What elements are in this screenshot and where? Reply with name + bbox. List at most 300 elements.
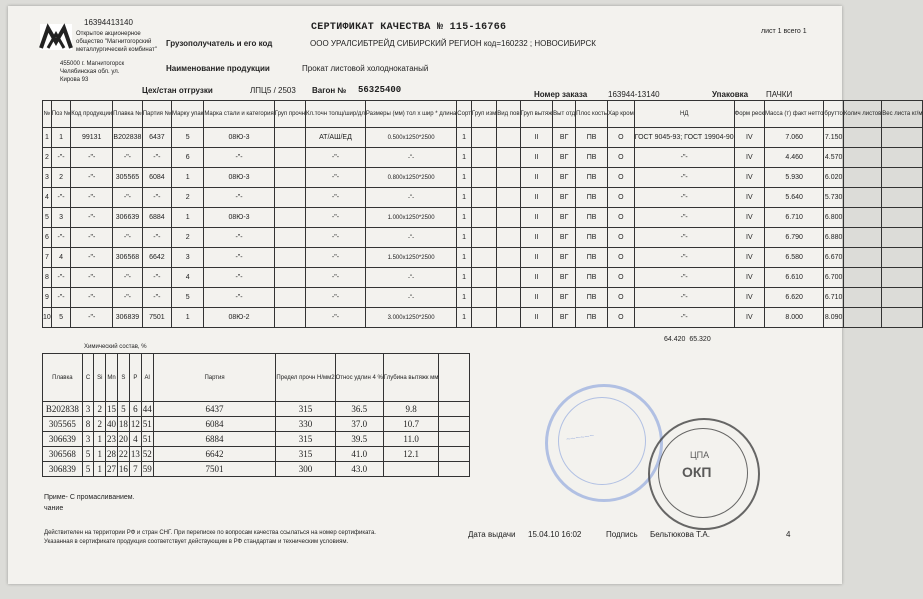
chem-cell: 315	[276, 432, 335, 447]
table-cell: 1	[51, 128, 70, 148]
table-cell: -"-	[306, 248, 366, 268]
table-cell: ПВ	[576, 308, 608, 328]
table-cell: 5	[172, 288, 204, 308]
table-cell: 9	[43, 288, 52, 308]
table-cell: 1	[457, 208, 472, 228]
table-cell: 3	[172, 248, 204, 268]
chem-cell: 6884	[153, 432, 276, 447]
table-cell: -"-	[634, 288, 734, 308]
table-cell	[471, 208, 496, 228]
table-cell: 1	[172, 208, 204, 228]
chem-cell: 300	[276, 462, 335, 477]
issue-date-label: Дата выдачи	[468, 530, 516, 539]
table-cell: 4	[172, 268, 204, 288]
table-cell: 1	[457, 268, 472, 288]
table-cell: 1	[43, 128, 52, 148]
table-cell	[274, 168, 305, 188]
table-cell	[497, 148, 520, 168]
shop-label: Цех/стан отгрузки	[142, 86, 213, 95]
table-row	[43, 168, 923, 188]
table-cell: -"-	[306, 228, 366, 248]
table-cell: -"-	[71, 188, 113, 208]
chem-header-cell	[439, 354, 470, 402]
table-cell: II	[520, 188, 553, 208]
table-cell: ВГ	[553, 288, 576, 308]
table-cell: 08Ю-3	[204, 168, 274, 188]
table-cell: -"-	[204, 228, 274, 248]
table-cell: -"-	[71, 288, 113, 308]
table-cell: О	[607, 188, 634, 208]
table-cell: 1	[172, 308, 204, 328]
chem-cell: 13	[129, 447, 141, 462]
main-header-cell: Партия №	[142, 101, 171, 128]
table-cell: 306839	[113, 308, 143, 328]
certificate-title: СЕРТИФИКАТ КАЧЕСТВА № 115-16766	[311, 22, 507, 33]
chem-cell: 12	[129, 417, 141, 432]
table-cell: 6.610	[764, 268, 823, 288]
signature-label: Подпись	[606, 530, 638, 539]
table-cell	[843, 208, 881, 228]
chem-cell: 44	[141, 402, 153, 417]
main-header-cell: НД	[634, 101, 734, 128]
table-cell: 6	[172, 148, 204, 168]
product-value: Прокат листовой холоднокатаный	[302, 64, 429, 73]
chem-row	[43, 447, 470, 462]
table-cell	[843, 188, 881, 208]
chem-header-cell: Глубина вытяжк мм	[383, 354, 439, 402]
company-stamp-icon: ~~~~~~	[545, 384, 663, 502]
chem-cell: 6642	[153, 447, 276, 462]
table-cell: ВГ	[553, 188, 576, 208]
table-cell: 6.880	[824, 228, 843, 248]
table-cell: II	[520, 128, 553, 148]
table-cell: 7.060	[764, 128, 823, 148]
table-cell: 1	[172, 168, 204, 188]
certificate-sheet	[8, 6, 923, 584]
table-cell: -"-	[71, 248, 113, 268]
table-cell: ВГ	[553, 248, 576, 268]
chem-cell: 5	[117, 402, 129, 417]
main-header-cell: Груп вытяж	[520, 101, 553, 128]
main-header-cell: Вид пов	[497, 101, 520, 128]
table-row	[43, 308, 923, 328]
table-row	[43, 208, 923, 228]
table-cell: 3	[43, 168, 52, 188]
chem-cell: 306639	[43, 432, 83, 447]
table-cell: 6084	[142, 168, 171, 188]
chem-header-cell: Si	[94, 354, 106, 402]
table-cell: IV	[734, 208, 764, 228]
table-cell: 1.500x1250*2500	[365, 248, 456, 268]
table-cell: 1.000x1250*2500	[365, 208, 456, 228]
table-cell: -"-	[365, 148, 456, 168]
otk-stamp: ЦПА ОКП	[648, 418, 760, 530]
chem-cell	[439, 402, 470, 417]
table-cell: О	[607, 148, 634, 168]
total-mass: 64.420 65.320	[664, 336, 711, 343]
table-cell: 4	[43, 188, 52, 208]
table-cell: 6.800	[824, 208, 843, 228]
table-cell: II	[520, 308, 553, 328]
table-cell	[843, 288, 881, 308]
chem-title: Химический состав, %	[84, 344, 147, 350]
main-header-cell: Код продукции	[71, 101, 113, 128]
table-cell: ВГ	[553, 268, 576, 288]
table-cell: -"-	[71, 208, 113, 228]
chem-cell: 16	[117, 462, 129, 477]
table-cell: 1	[457, 168, 472, 188]
table-cell: II	[520, 268, 553, 288]
table-cell: О	[607, 128, 634, 148]
chem-row	[43, 462, 470, 477]
chem-cell	[439, 462, 470, 477]
chem-cell: 8	[82, 417, 94, 432]
chem-cell: 330	[276, 417, 335, 432]
table-cell: -"-	[365, 228, 456, 248]
table-cell: 5	[43, 208, 52, 228]
table-cell	[471, 128, 496, 148]
table-cell: ПВ	[576, 128, 608, 148]
table-cell: ПВ	[576, 228, 608, 248]
table-cell: ВГ	[553, 148, 576, 168]
table-cell	[274, 208, 305, 228]
table-cell: О	[607, 308, 634, 328]
chem-row	[43, 417, 470, 432]
table-cell: -"-	[365, 188, 456, 208]
table-row	[43, 228, 923, 248]
chem-cell: 7	[129, 462, 141, 477]
table-cell	[497, 168, 520, 188]
chem-header-cell: C	[82, 354, 94, 402]
table-cell: -"-	[306, 168, 366, 188]
table-cell: -"-	[113, 148, 143, 168]
table-cell	[882, 248, 923, 268]
main-header-cell: Груп изм	[471, 101, 496, 128]
product-label: Наименование продукции	[166, 64, 270, 73]
table-cell: IV	[734, 128, 764, 148]
consignee-value: ООО УРАЛСИБТРЕЙД СИБИРСКИЙ РЕГИОН код=160232 ; НОВОСИБИРСК	[310, 39, 596, 48]
chem-cell: 23	[106, 432, 118, 447]
table-cell: 6.020	[824, 168, 843, 188]
chem-cell: 39.5	[335, 432, 383, 447]
table-cell: 305565	[113, 168, 143, 188]
chem-cell: 41.0	[335, 447, 383, 462]
chem-header-cell: S	[117, 354, 129, 402]
chem-cell: 51	[141, 417, 153, 432]
table-cell: 2	[172, 188, 204, 208]
table-cell	[882, 188, 923, 208]
table-cell: II	[520, 168, 553, 188]
table-cell: -"-	[306, 188, 366, 208]
table-cell: -"-	[365, 288, 456, 308]
chem-row	[43, 432, 470, 447]
table-cell	[882, 288, 923, 308]
chem-row	[43, 402, 470, 417]
chem-cell: 2	[94, 402, 106, 417]
table-cell: 6.580	[764, 248, 823, 268]
table-cell: -"-	[634, 248, 734, 268]
table-cell: -"-	[51, 188, 70, 208]
signature-name: Бельтюкова Т.А.	[650, 530, 710, 539]
main-header-cell: Масса (т) факт нетто	[764, 101, 823, 128]
table-cell: 4.570	[824, 148, 843, 168]
main-header-cell: Хар кром	[607, 101, 634, 128]
chem-cell: 43.0	[335, 462, 383, 477]
table-cell: 5.640	[764, 188, 823, 208]
table-cell	[471, 188, 496, 208]
table-cell: -"-	[634, 168, 734, 188]
chem-cell: 315	[276, 402, 335, 417]
table-cell: 0.800x1250*2500	[365, 168, 456, 188]
table-cell: -"-	[634, 208, 734, 228]
table-cell: -"-	[142, 148, 171, 168]
table-cell: -"-	[51, 148, 70, 168]
table-cell	[882, 228, 923, 248]
main-header-cell: Плавка №	[113, 101, 143, 128]
chem-cell: 306568	[43, 447, 83, 462]
table-cell: -"-	[306, 308, 366, 328]
chem-cell	[439, 417, 470, 432]
chem-header-cell: Относ удлин 4 %	[335, 354, 383, 402]
table-cell: IV	[734, 228, 764, 248]
chem-cell: 11.0	[383, 432, 439, 447]
table-cell: 6642	[142, 248, 171, 268]
chem-cell: 315	[276, 447, 335, 462]
table-cell: 6	[43, 228, 52, 248]
company-address: 455000 г. Магнитогорск Челябинская обл. ул. Кирова 93	[60, 61, 125, 83]
table-cell: ВГ	[553, 228, 576, 248]
table-cell: 1	[457, 228, 472, 248]
table-cell: II	[520, 208, 553, 228]
table-cell: 6.710	[764, 208, 823, 228]
shop-value: ЛПЦ5 / 2503	[250, 86, 296, 95]
chem-cell: 18	[117, 417, 129, 432]
table-cell: ВГ	[553, 168, 576, 188]
issue-date-value: 15.04.10 16:02	[528, 530, 582, 539]
page-number: 4	[786, 530, 791, 539]
table-cell: -"-	[51, 228, 70, 248]
wagon-value: 56325400	[358, 85, 402, 95]
table-cell	[471, 148, 496, 168]
table-cell	[843, 248, 881, 268]
table-cell: 306639	[113, 208, 143, 228]
company-info: Открытое акционерное общество "Магнитогорский металлургический комбинат"	[76, 31, 157, 53]
main-header-cell: Марку упак	[172, 101, 204, 128]
table-cell: -"-	[51, 268, 70, 288]
validity-line-1: Действителен на территории РФ и стран СНГ. При переписке по вопросам качества ссылаться на номер сертификата.	[44, 530, 376, 536]
chem-cell	[383, 462, 439, 477]
table-cell: 0.500x1250*2500	[365, 128, 456, 148]
table-cell: 1	[457, 188, 472, 208]
wagon-label: Вагон №	[312, 86, 347, 95]
chem-cell: 7501	[153, 462, 276, 477]
table-cell	[471, 268, 496, 288]
table-cell: -"-	[634, 228, 734, 248]
table-cell: В202838	[113, 128, 143, 148]
table-cell: 7501	[142, 308, 171, 328]
table-cell: IV	[734, 288, 764, 308]
chem-cell: 37.0	[335, 417, 383, 432]
chem-header-cell: Mn	[106, 354, 118, 402]
table-cell: 2	[51, 168, 70, 188]
table-cell	[843, 148, 881, 168]
table-cell: 08Ю-3	[204, 128, 274, 148]
table-row	[43, 128, 923, 148]
table-cell: II	[520, 248, 553, 268]
table-cell: 1	[457, 308, 472, 328]
table-cell: 4.460	[764, 148, 823, 168]
table-cell: ВГ	[553, 128, 576, 148]
table-cell: -"-	[204, 268, 274, 288]
chem-cell: 1	[94, 462, 106, 477]
table-cell	[274, 188, 305, 208]
chem-header-cell: P	[129, 354, 141, 402]
table-cell: ПВ	[576, 208, 608, 228]
table-cell: 5.930	[764, 168, 823, 188]
table-cell: О	[607, 248, 634, 268]
chem-cell: 10.7	[383, 417, 439, 432]
table-cell	[274, 268, 305, 288]
table-cell: IV	[734, 308, 764, 328]
chem-cell: 305565	[43, 417, 83, 432]
table-cell: ПВ	[576, 268, 608, 288]
table-cell: 6.700	[824, 268, 843, 288]
chem-header-cell: Предел прочн Н/мм2	[276, 354, 335, 402]
packing-value: ПАЧКИ	[766, 90, 793, 99]
table-cell: -"-	[306, 288, 366, 308]
table-cell	[497, 268, 520, 288]
table-cell: ВГ	[553, 208, 576, 228]
table-cell: -"-	[634, 308, 734, 328]
table-cell: -"-	[306, 148, 366, 168]
table-cell: 2	[172, 228, 204, 248]
table-cell: 1	[457, 248, 472, 268]
chem-cell: 6	[129, 402, 141, 417]
chem-cell	[439, 432, 470, 447]
chem-header-cell: Al	[141, 354, 153, 402]
packing-label: Упаковка	[712, 90, 749, 99]
chem-cell: 6084	[153, 417, 276, 432]
table-cell	[471, 308, 496, 328]
table-cell: ПВ	[576, 248, 608, 268]
table-cell: ВГ	[553, 308, 576, 328]
table-cell: ПВ	[576, 288, 608, 308]
table-cell: -"-	[71, 308, 113, 328]
table-cell: 7.150	[824, 128, 843, 148]
main-header-cell: Сорт	[457, 101, 472, 128]
table-cell: 8.000	[764, 308, 823, 328]
table-cell: -"-	[142, 268, 171, 288]
table-cell: 3	[51, 208, 70, 228]
table-cell: -"-	[51, 288, 70, 308]
table-cell	[497, 288, 520, 308]
table-cell	[471, 228, 496, 248]
chem-cell: 52	[141, 447, 153, 462]
table-cell	[843, 268, 881, 288]
table-cell: 5	[172, 128, 204, 148]
page-info: лист 1 всего 1	[761, 28, 807, 35]
table-cell: ПВ	[576, 168, 608, 188]
table-cell: -"-	[71, 148, 113, 168]
table-cell	[497, 308, 520, 328]
chem-cell: 12.1	[383, 447, 439, 462]
chem-cell: 9.8	[383, 402, 439, 417]
main-header-cell: Кл.точн толщ/шир/дл	[306, 101, 366, 128]
table-cell	[843, 128, 881, 148]
table-cell	[497, 248, 520, 268]
table-cell: -"-	[71, 228, 113, 248]
table-cell: 6.620	[764, 288, 823, 308]
table-cell: 7	[43, 248, 52, 268]
table-cell	[274, 228, 305, 248]
table-cell: О	[607, 288, 634, 308]
table-cell: ПВ	[576, 148, 608, 168]
table-cell: 2	[43, 148, 52, 168]
chem-cell: 27	[106, 462, 118, 477]
table-cell	[882, 128, 923, 148]
main-header-cell: Поз №	[51, 101, 70, 128]
chem-header-cell: Партия	[153, 354, 276, 402]
main-table	[42, 100, 923, 328]
table-cell: -"-	[204, 188, 274, 208]
table-cell: О	[607, 268, 634, 288]
notes-label: Приме- С промасливанием.	[44, 494, 135, 501]
table-cell	[882, 208, 923, 228]
table-cell	[882, 168, 923, 188]
table-cell: 5	[51, 308, 70, 328]
table-cell: -"-	[204, 288, 274, 308]
table-cell: -"-	[113, 188, 143, 208]
chem-cell: 2	[94, 417, 106, 432]
table-cell	[274, 288, 305, 308]
main-header-cell: Плос кость	[576, 101, 608, 128]
table-cell	[471, 248, 496, 268]
table-cell: II	[520, 288, 553, 308]
table-cell: -"-	[71, 168, 113, 188]
chem-cell: 6437	[153, 402, 276, 417]
main-header-cell: Колич листов	[843, 101, 881, 128]
table-cell: 6884	[142, 208, 171, 228]
main-header-cell: Размеры (мм) тол х шир * длина	[365, 101, 456, 128]
table-cell: 08Ю-3	[204, 208, 274, 228]
table-cell: -"-	[113, 288, 143, 308]
table-cell: 1	[457, 128, 472, 148]
table-cell	[274, 308, 305, 328]
table-cell	[471, 288, 496, 308]
chem-cell: 40	[106, 417, 118, 432]
chem-cell: 51	[141, 432, 153, 447]
table-cell: 6437	[142, 128, 171, 148]
table-cell: 8.090	[824, 308, 843, 328]
table-cell: 4	[51, 248, 70, 268]
table-cell: 6.670	[824, 248, 843, 268]
table-cell: 10	[43, 308, 52, 328]
table-cell: -"-	[634, 188, 734, 208]
table-cell: -"-	[306, 268, 366, 288]
table-cell: 8	[43, 268, 52, 288]
table-cell: 6.790	[764, 228, 823, 248]
table-cell: IV	[734, 248, 764, 268]
table-cell	[497, 128, 520, 148]
table-cell: -"-	[634, 148, 734, 168]
consignee-label: Грузополучатель и его код	[166, 39, 273, 48]
main-header-cell: Вес листа кг/м	[882, 101, 923, 128]
main-header-cell: Форм реск	[734, 101, 764, 128]
chem-header-cell: Плавка	[43, 354, 83, 402]
table-cell: 1	[457, 148, 472, 168]
main-table-header	[43, 101, 923, 128]
chem-cell: 306839	[43, 462, 83, 477]
